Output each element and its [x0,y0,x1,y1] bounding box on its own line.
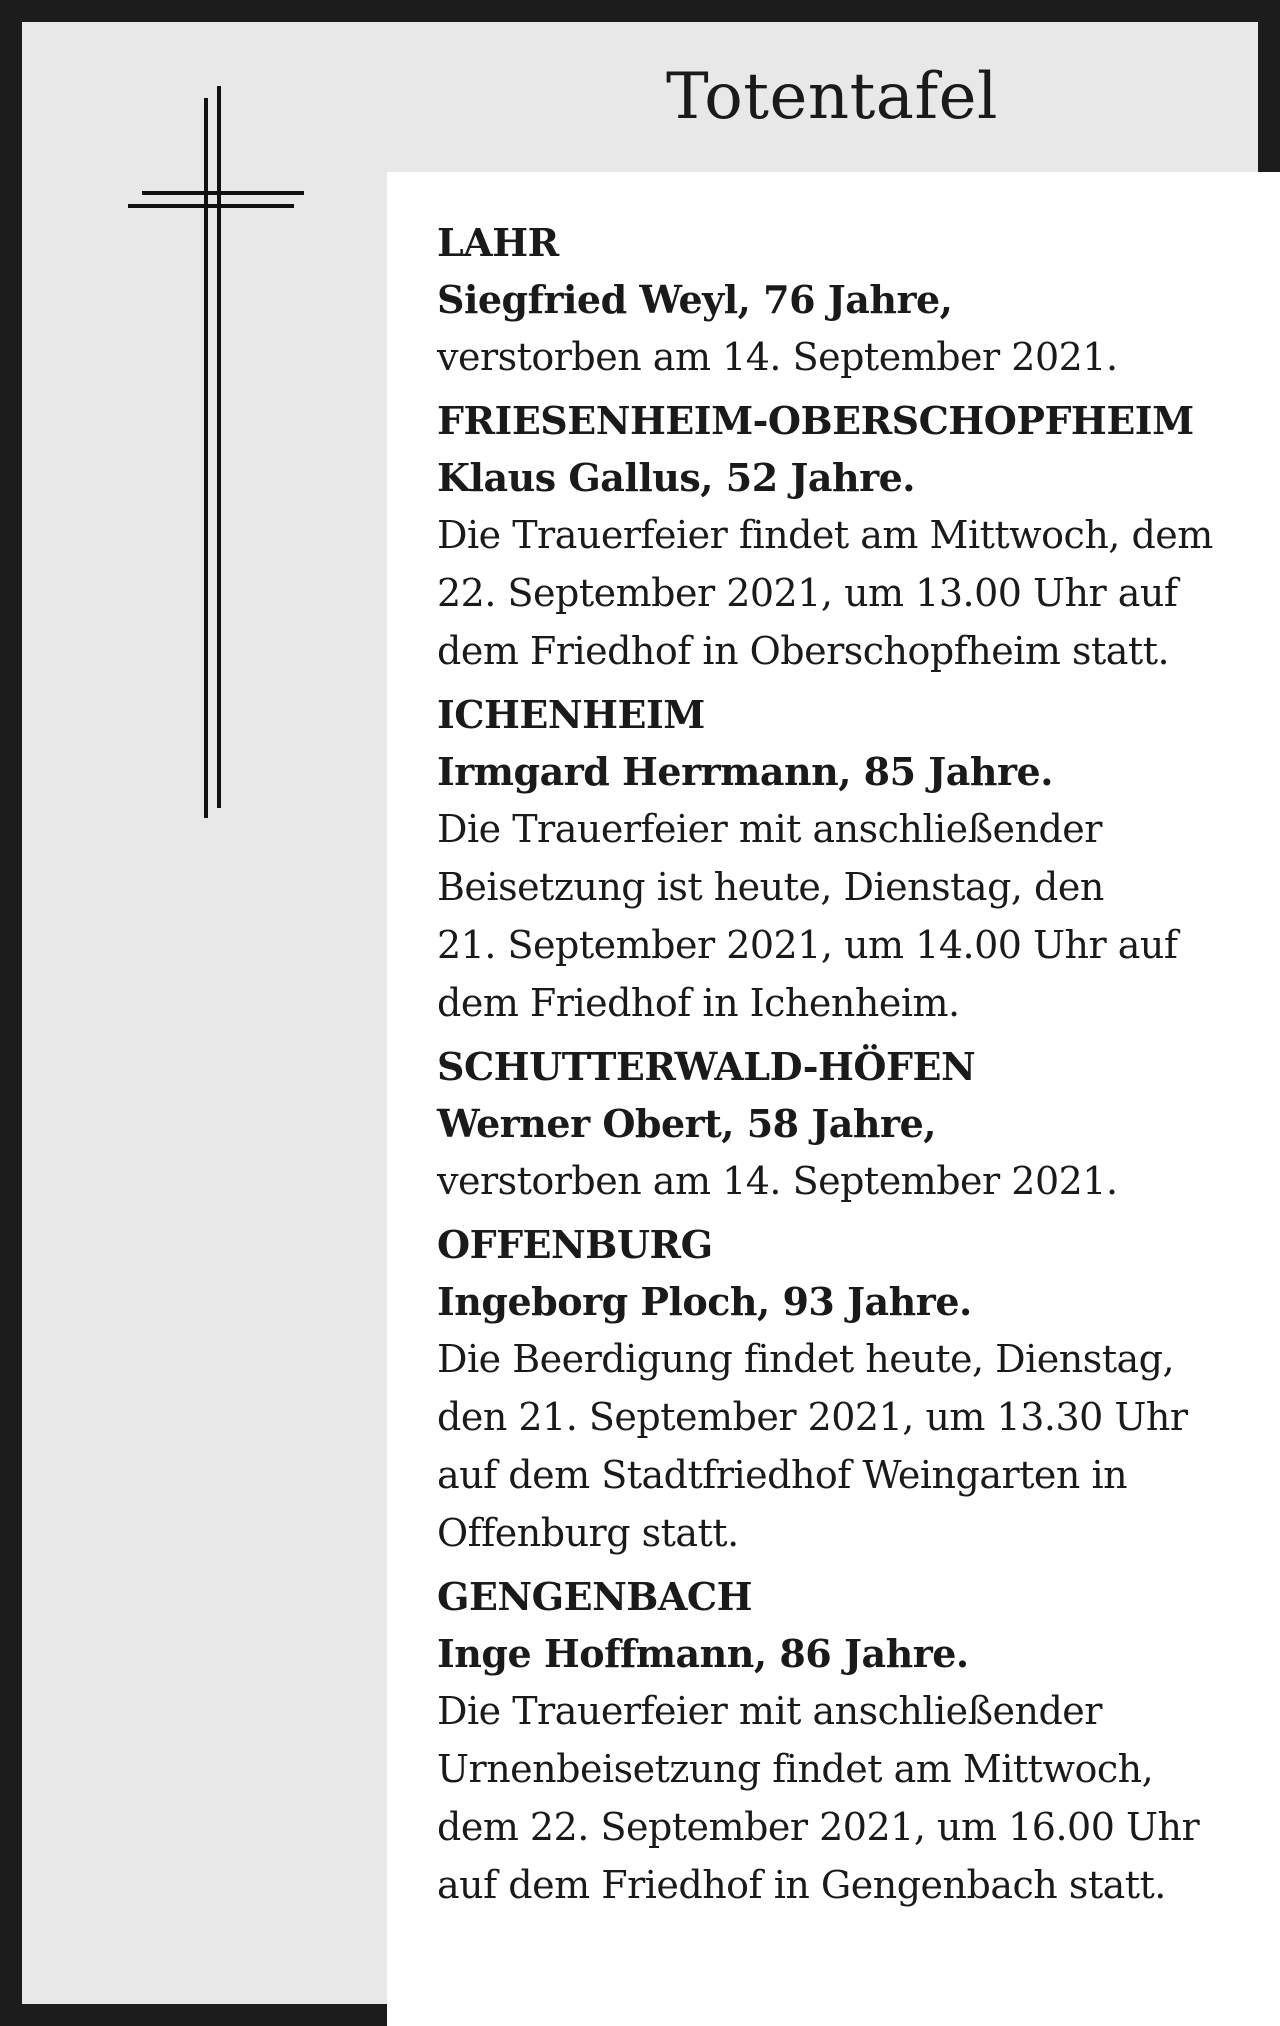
entry-name: Klaus Gallus, 52 Jahre. [437,455,916,500]
entry-text: Die Beerdigung findet heute, Dienstag, den 21. September 2021, um 13.30 Uhr auf dem Stadtfriedhof Weingarten in Offenburg statt. [437,1337,1188,1555]
obituary-entry [437,686,1260,1032]
entry-place: LAHR [437,220,559,265]
cross-icon [104,78,304,838]
entry-name: Ingeborg Ploch, 93 Jahre. [437,1279,972,1324]
entry-text: Die Trauerfeier findet am Mittwoch, dem 22. September 2021, um 13.00 Uhr auf dem Friedhof in Oberschopfheim statt. [437,513,1213,673]
entry-name: Irmgard Herrmann, 85 Jahre. [437,749,1053,794]
entry-name: Inge Hoffmann, 86 Jahre. [437,1631,969,1676]
entry-name: Siegfried Weyl, 76 Jahre, [437,277,953,322]
entry-place: FRIESENHEIM-OBERSCHOPFHEIM [437,398,1194,443]
obituary-entry [437,392,1260,680]
page-title: Totentafel [666,60,998,134]
entry-text: Die Trauerfeier mit anschließender Beisetzung ist heute, Dienstag, den 21. September 2021, um 14.00 Uhr auf dem Friedhof in Ichenheim. [437,807,1178,1025]
obituary-list [387,172,1280,2026]
entry-place: SCHUTTERWALD-HÖFEN [437,1044,976,1089]
obituary-entry [437,1216,1260,1562]
entry-place: OFFENBURG [437,1222,713,1267]
entry-text: verstorben am 14. September 2021. [437,1159,1118,1203]
entry-text: Die Trauerfeier mit anschließender Urnenbeisetzung findet am Mittwoch, dem 22. September 2021, um 16.00 Uhr auf dem Friedhof in Gengenbach statt. [437,1689,1200,1907]
entry-text: verstorben am 14. September 2021. [437,335,1118,379]
obituary-entry [437,1568,1260,1914]
entry-place: ICHENHEIM [437,692,705,737]
entry-name: Werner Obert, 58 Jahre, [437,1101,936,1146]
obituary-entry [437,214,1260,386]
obituary-entry [437,1038,1260,1210]
entry-place: GENGENBACH [437,1574,753,1619]
